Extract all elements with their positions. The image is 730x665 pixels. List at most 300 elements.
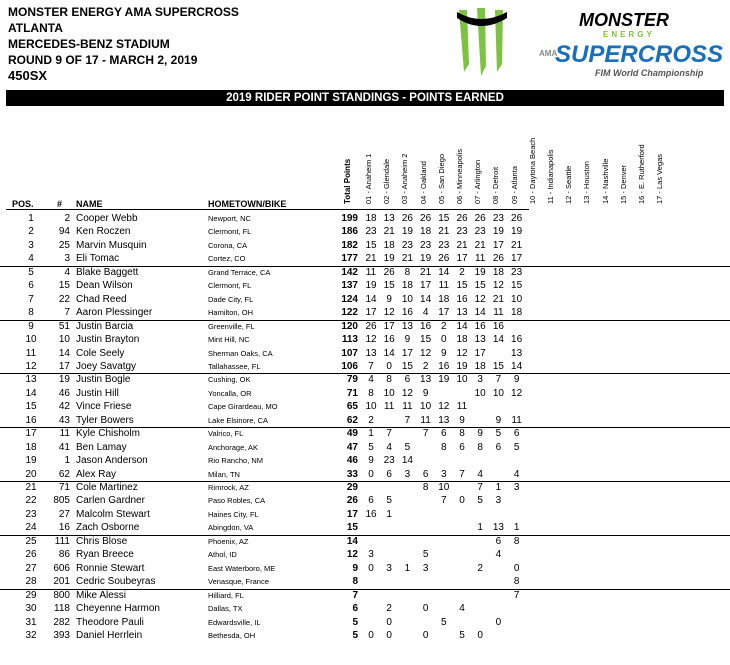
row-total: 142 <box>341 266 358 278</box>
round-header: 01 - Anaheim 1 <box>364 153 373 204</box>
round-points-cell: 13 <box>438 414 450 426</box>
round-points-cell: 16 <box>383 334 395 346</box>
round-points-cell: 1 <box>513 522 520 534</box>
row-hometown: Lake Elsinore, CA <box>208 415 269 425</box>
round-points-cell: 10 <box>365 401 377 413</box>
table-row <box>0 629 730 642</box>
round-points-cell: 8 <box>386 374 392 386</box>
round-header: 04 - Oakland <box>418 161 428 204</box>
logo-ama: AMA <box>539 49 558 58</box>
row-hometown: Corona, CA <box>208 240 248 250</box>
round-points-cell: 15 <box>456 280 468 292</box>
round-points-cell: 15 <box>383 280 395 292</box>
row-pos: 15 <box>25 401 37 413</box>
row-number: 86 <box>58 549 70 561</box>
row-pos: 29 <box>25 589 37 601</box>
table-row <box>0 333 730 346</box>
row-name: Ken Roczen <box>76 226 131 238</box>
round-points-cell: 6 <box>386 468 392 480</box>
round-header: 17 - Las Vegas <box>655 153 665 204</box>
row-number: 2 <box>64 213 70 224</box>
round-points-cell: 11 <box>493 307 504 319</box>
row-pos: 3 <box>28 239 34 251</box>
row-number: 51 <box>58 320 70 332</box>
round-points-cell: 14 <box>401 455 413 467</box>
round-points-cell: 1 <box>368 428 374 440</box>
round-points-cell: 0 <box>386 616 392 628</box>
table-row <box>0 293 730 306</box>
round-points-cell: 23 <box>456 226 468 238</box>
header-divider <box>6 209 529 210</box>
round-points-cell: 14 <box>456 320 468 332</box>
round-points-cell: 16 <box>474 320 486 332</box>
row-name: Cole Martinez <box>76 482 138 493</box>
round-points-cell: 9 <box>477 428 483 440</box>
round-points-cell: 7 <box>459 468 465 480</box>
row-hometown: Phoenix, AZ <box>208 536 249 546</box>
row-total: 124 <box>341 293 358 305</box>
round-points-cell: 11 <box>474 253 486 265</box>
row-name: Justin Brayton <box>76 334 140 346</box>
round-points-cell: 0 <box>495 616 502 628</box>
table-row <box>0 481 730 494</box>
round-points-cell: 8 <box>404 266 411 278</box>
round-points-cell: 5 <box>495 428 502 440</box>
round-points-cell: 2 <box>368 414 374 426</box>
event-city: ATLANTA <box>8 21 63 35</box>
round-points-cell: 18 <box>511 307 523 319</box>
round-points-cell: 0 <box>441 334 447 346</box>
row-pos: 13 <box>25 374 37 386</box>
row-hometown: Athol, ID <box>208 550 237 560</box>
round-points-cell: 4 <box>477 468 483 480</box>
row-pos: 9 <box>28 320 34 332</box>
row-name: Ronnie Stewart <box>76 562 145 574</box>
round-points-cell: 3 <box>441 468 447 480</box>
table-row <box>0 225 730 238</box>
round-points-cell: 18 <box>365 213 377 224</box>
round-points-cell: 11 <box>402 401 413 413</box>
row-name: Joey Savatgy <box>76 360 137 372</box>
row-pos: 12 <box>25 360 37 372</box>
col-pos-header: POS. <box>12 199 34 209</box>
logo-brand-sub: ENERGY <box>603 30 655 39</box>
round-points-cell: 8 <box>368 387 374 399</box>
row-pos: 28 <box>25 576 37 588</box>
round-points-cell: 15 <box>492 360 504 372</box>
row-hometown: Tallahassee, FL <box>208 361 261 371</box>
round-points-cell: 5 <box>368 441 374 453</box>
round-points-cell: 12 <box>438 401 450 413</box>
row-name: Aaron Plessinger <box>76 307 153 319</box>
round-points-cell: 7 <box>404 414 411 426</box>
round-points-cell: 11 <box>420 414 431 426</box>
row-number: 15 <box>58 280 70 292</box>
table-row <box>0 575 730 589</box>
table-row <box>0 387 730 400</box>
row-hometown: Dallas, TX <box>208 604 243 614</box>
row-total: 186 <box>341 226 358 238</box>
row-pos: 19 <box>25 455 37 467</box>
round-points-cell: 18 <box>401 280 413 292</box>
round-points-cell: 7 <box>513 589 520 601</box>
table-row <box>0 521 730 535</box>
row-number: 41 <box>58 441 70 453</box>
standings-banner: 2019 RIDER POINT STANDINGS - POINTS EARNED <box>6 90 724 106</box>
row-number: 1 <box>64 455 70 467</box>
table-row <box>0 616 730 629</box>
round-points-cell: 7 <box>422 428 429 440</box>
table-row <box>0 508 730 521</box>
round-points-cell: 6 <box>513 428 520 440</box>
round-points-cell: 19 <box>365 280 377 292</box>
round-points-cell: 14 <box>420 293 432 305</box>
row-total: 26 <box>346 495 358 507</box>
round-header: 06 - Minneapolis <box>455 148 464 204</box>
round-points-cell: 8 <box>459 428 465 440</box>
round-points-cell: 0 <box>459 495 465 507</box>
round-points-cell: 26 <box>383 266 395 278</box>
table-row <box>0 373 730 386</box>
row-number: 94 <box>58 226 70 238</box>
round-header: 16 - E. Rutherford <box>637 144 646 204</box>
round-points-cell: 2 <box>459 266 465 278</box>
row-name: Cheyenne Harmon <box>76 603 160 615</box>
round-points-cell: 21 <box>456 239 468 251</box>
row-total: 7 <box>352 589 358 601</box>
round-points-cell: 13 <box>383 213 395 224</box>
row-total: 177 <box>341 253 358 265</box>
row-hometown: Cape Girardeau, MO <box>208 402 278 412</box>
row-number: 805 <box>53 495 70 507</box>
round-points-cell: 14 <box>438 266 450 278</box>
row-pos: 18 <box>25 441 37 453</box>
round-points-cell: 15 <box>438 213 450 224</box>
round-points-cell: 15 <box>401 360 413 372</box>
col-total-header: Total Points <box>343 158 352 204</box>
round-points-cell: 1 <box>386 508 392 520</box>
event-round-date: ROUND 9 OF 17 - MARCH 2, 2019 <box>8 53 198 67</box>
round-points-cell: 10 <box>401 293 413 305</box>
row-name: Tyler Bowers <box>76 414 134 426</box>
round-points-cell: 5 <box>441 616 447 628</box>
round-points-cell: 10 <box>456 374 468 386</box>
row-total: 79 <box>346 374 358 386</box>
round-points-cell: 11 <box>365 266 377 278</box>
round-points-cell: 8 <box>422 482 429 493</box>
round-points-cell: 21 <box>474 239 486 251</box>
row-number: 43 <box>58 414 70 426</box>
row-hometown: Newport, NC <box>208 214 251 223</box>
row-hometown: Valrico, FL <box>208 429 244 439</box>
row-total: 17 <box>346 508 358 520</box>
row-name: Blake Baggett <box>76 266 139 278</box>
event-header <box>8 4 239 84</box>
round-points-cell: 9 <box>495 414 502 426</box>
row-total: 12 <box>346 549 358 561</box>
row-total: 15 <box>346 522 358 534</box>
row-name: Justin Hill <box>76 387 119 399</box>
row-hometown: Milan, TN <box>208 469 240 479</box>
row-number: 3 <box>64 253 70 265</box>
row-name: Cedric Soubeyras <box>76 576 156 588</box>
round-points-cell: 26 <box>456 213 468 224</box>
round-header: 08 - Detroit <box>491 166 501 204</box>
round-points-cell: 14 <box>511 360 523 372</box>
round-points-cell: 6 <box>495 535 502 547</box>
row-name: Malcolm Stewart <box>76 508 150 520</box>
row-pos: 24 <box>25 522 37 534</box>
round-points-cell: 16 <box>492 320 504 332</box>
row-number: 14 <box>58 347 70 359</box>
row-total: 47 <box>346 441 358 453</box>
row-number: 393 <box>53 629 70 641</box>
round-points-cell: 19 <box>456 360 468 372</box>
round-points-cell: 11 <box>383 401 395 413</box>
round-points-cell: 5 <box>422 549 429 561</box>
round-points-cell: 6 <box>495 441 502 453</box>
round-points-cell: 17 <box>383 320 395 332</box>
round-points-cell: 13 <box>420 374 432 386</box>
round-points-cell: 5 <box>404 441 411 453</box>
row-total: 137 <box>341 280 358 292</box>
round-points-cell: 26 <box>474 213 486 224</box>
row-hometown: Rio Rancho, NM <box>208 456 264 466</box>
round-points-cell: 0 <box>513 562 520 574</box>
round-header: 13 - Houston <box>582 161 592 204</box>
round-points-cell: 17 <box>438 307 450 319</box>
round-points-cell: 13 <box>456 307 468 319</box>
round-points-cell: 6 <box>368 495 374 507</box>
round-points-cell: 13 <box>401 320 413 332</box>
table-row <box>0 320 730 333</box>
row-pos: 23 <box>25 508 37 520</box>
row-total: 107 <box>341 347 358 359</box>
round-points-cell: 13 <box>474 334 486 346</box>
row-hometown: Rimrock, AZ <box>208 483 249 492</box>
row-name: Ben Lamay <box>76 441 127 453</box>
round-points-cell: 9 <box>513 374 520 386</box>
round-header: 07 - Arlington <box>473 159 483 204</box>
row-number: 11 <box>59 428 70 440</box>
row-number: 27 <box>58 508 70 520</box>
col-name-header: NAME <box>76 199 103 209</box>
row-name: Cooper Webb <box>76 213 138 224</box>
row-hometown: Sherman Oaks, CA <box>208 348 273 358</box>
round-points-cell: 5 <box>386 495 392 507</box>
row-hometown: Cortez, CO <box>208 254 246 264</box>
round-points-cell: 0 <box>422 603 429 615</box>
round-points-cell: 12 <box>365 334 377 346</box>
round-points-cell: 8 <box>441 441 447 453</box>
round-points-cell: 26 <box>420 213 432 224</box>
round-points-cell: 16 <box>511 334 523 346</box>
row-hometown: Abingdon, VA <box>208 523 254 533</box>
row-pos: 20 <box>25 468 37 480</box>
round-points-cell: 4 <box>513 468 520 480</box>
round-points-cell: 19 <box>420 253 432 265</box>
round-points-cell: 0 <box>368 629 374 641</box>
round-points-cell: 10 <box>438 482 450 493</box>
round-points-cell: 18 <box>456 334 468 346</box>
row-total: 29 <box>346 482 358 493</box>
round-points-cell: 10 <box>383 387 395 399</box>
row-pos: 10 <box>25 334 37 346</box>
round-points-cell: 3 <box>477 374 483 386</box>
row-pos: 6 <box>28 280 34 292</box>
row-number: 7 <box>64 307 70 319</box>
round-points-cell: 14 <box>383 347 395 359</box>
round-points-cell: 6 <box>422 468 429 480</box>
logo-tagline: FIM World Championship <box>595 68 704 78</box>
table-row <box>0 562 730 575</box>
round-points-cell: 12 <box>420 347 432 359</box>
round-points-cell: 0 <box>386 629 392 641</box>
round-points-cell: 21 <box>365 253 377 265</box>
round-points-cell: 18 <box>474 360 486 372</box>
table-row <box>0 306 730 320</box>
round-points-cell: 0 <box>477 629 483 641</box>
round-points-cell: 19 <box>383 253 395 265</box>
row-total: 65 <box>346 401 358 413</box>
round-points-cell: 14 <box>365 293 377 305</box>
row-pos: 17 <box>25 428 37 440</box>
round-points-cell: 3 <box>404 468 411 480</box>
round-points-cell: 19 <box>438 374 450 386</box>
round-points-cell: 16 <box>456 293 468 305</box>
row-hometown: Mint Hill, NC <box>208 335 250 345</box>
row-total: 106 <box>341 360 358 372</box>
table-row <box>0 468 730 482</box>
row-pos: 1 <box>28 213 34 224</box>
round-points-cell: 15 <box>365 239 377 251</box>
row-hometown: Clermont, FL <box>208 227 252 237</box>
round-points-cell: 4 <box>495 549 502 561</box>
round-points-cell: 19 <box>492 226 504 238</box>
row-hometown: East Waterboro, ME <box>208 563 276 573</box>
row-number: 201 <box>53 576 70 588</box>
round-points-cell: 9 <box>422 387 429 399</box>
round-points-cell: 16 <box>438 360 450 372</box>
round-points-cell: 10 <box>420 401 432 413</box>
round-points-cell: 21 <box>511 239 523 251</box>
row-name: Carlen Gardner <box>76 495 145 507</box>
round-points-cell: 23 <box>401 239 413 251</box>
round-points-cell: 17 <box>401 347 413 359</box>
round-points-cell: 18 <box>492 266 504 278</box>
row-number: 606 <box>53 562 70 574</box>
round-points-cell: 7 <box>368 360 374 372</box>
round-points-cell: 26 <box>511 213 523 224</box>
round-header: 11 - Indianapolis <box>546 149 555 204</box>
round-points-cell: 12 <box>383 307 395 319</box>
round-points-cell: 21 <box>420 266 432 278</box>
row-number: 25 <box>58 239 70 251</box>
round-points-cell: 10 <box>492 387 504 399</box>
round-points-cell: 18 <box>438 293 450 305</box>
round-points-cell: 8 <box>477 441 483 453</box>
row-name: Justin Barcia <box>76 320 134 332</box>
row-number: 118 <box>54 603 70 615</box>
row-pos: 27 <box>25 562 37 574</box>
round-points-cell: 11 <box>511 414 522 426</box>
row-pos: 11 <box>25 347 37 359</box>
row-name: Daniel Herrlein <box>76 629 143 641</box>
row-pos: 30 <box>25 603 37 615</box>
row-pos: 14 <box>25 387 37 399</box>
row-name: Mike Alessi <box>76 589 127 601</box>
row-total: 113 <box>341 334 358 346</box>
table-row <box>0 548 730 561</box>
row-total: 33 <box>346 468 358 480</box>
round-points-cell: 9 <box>459 414 465 426</box>
round-points-cell: 4 <box>368 374 374 386</box>
table-row <box>0 454 730 467</box>
row-hometown: Dade City, FL <box>208 294 254 304</box>
row-name: Theodore Pauli <box>76 616 144 628</box>
row-hometown: Grand Terrace, CA <box>208 267 271 277</box>
round-points-cell: 1 <box>495 482 502 493</box>
round-header: 03 - Anaheim 2 <box>400 153 410 204</box>
row-name: Chris Blose <box>76 535 128 547</box>
round-points-cell: 12 <box>511 387 523 399</box>
round-points-cell: 21 <box>401 253 413 265</box>
row-name: Chad Reed <box>76 293 127 305</box>
round-points-cell: 3 <box>422 562 429 574</box>
row-number: 46 <box>58 387 70 399</box>
row-number: 71 <box>58 482 70 493</box>
round-points-cell: 21 <box>438 226 450 238</box>
row-name: Kyle Chisholm <box>76 428 140 440</box>
row-number: 4 <box>64 266 70 278</box>
round-points-cell: 16 <box>420 320 432 332</box>
round-points-cell: 21 <box>492 293 504 305</box>
round-points-cell: 9 <box>368 455 374 467</box>
row-hometown: Paso Robles, CA <box>208 496 266 506</box>
round-points-cell: 17 <box>492 239 504 251</box>
round-points-cell: 6 <box>441 428 447 440</box>
row-number: 800 <box>53 589 70 601</box>
round-points-cell: 19 <box>474 266 486 278</box>
round-points-cell: 13 <box>511 347 523 359</box>
round-points-cell: 23 <box>511 266 523 278</box>
table-row <box>0 414 730 428</box>
round-header: 09 - Atlanta <box>509 166 519 204</box>
row-hometown: Clermont, FL <box>208 281 252 291</box>
logo-series: SUPERCROSS <box>555 41 724 68</box>
round-points-cell: 19 <box>401 226 413 238</box>
row-pos: 16 <box>25 414 37 426</box>
round-points-cell: 23 <box>474 226 486 238</box>
round-header: 05 - San Diego <box>436 153 446 204</box>
round-points-cell: 9 <box>441 347 447 359</box>
row-total: 5 <box>352 629 358 641</box>
row-number: 16 <box>58 522 70 534</box>
round-points-cell: 4 <box>459 603 465 615</box>
table-row <box>0 589 730 602</box>
round-points-cell: 23 <box>492 213 504 224</box>
round-points-cell: 16 <box>365 508 377 520</box>
round-points-cell: 4 <box>422 307 429 319</box>
round-points-cell: 14 <box>474 307 486 319</box>
table-row <box>0 212 730 225</box>
row-number: 111 <box>54 535 70 547</box>
round-points-cell: 23 <box>365 226 377 238</box>
row-total: 182 <box>341 239 358 251</box>
row-name: Justin Bogle <box>76 374 131 386</box>
row-pos: 31 <box>25 616 37 628</box>
row-name: Marvin Musquin <box>76 239 147 251</box>
